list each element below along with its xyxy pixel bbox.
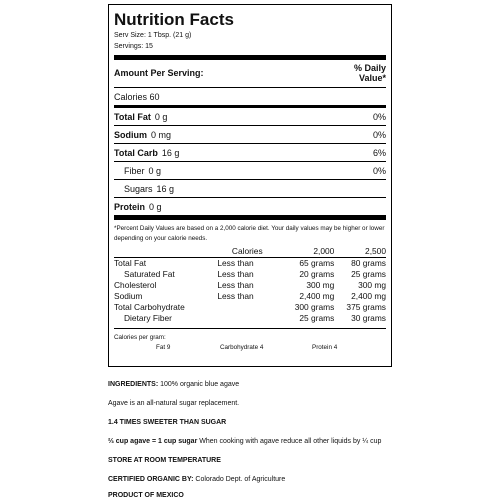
calories-per-gram: Calories per gram: bbox=[114, 334, 166, 341]
nutrient-row bbox=[114, 198, 386, 215]
nutrient-label bbox=[114, 112, 167, 122]
cpg-fat: Fat 9 bbox=[156, 344, 171, 351]
table-cell: Less than bbox=[217, 291, 254, 301]
natural-line: Agave is an all-natural sugar replacement. bbox=[108, 400, 240, 407]
ingredients-text: 100% organic blue agave bbox=[160, 381, 240, 388]
nutrient-amount: 16 g bbox=[161, 147, 180, 158]
nutrient-row bbox=[114, 126, 386, 144]
ingredients-label: INGREDIENTS: bbox=[108, 381, 159, 388]
nutrient-name: Total Fat bbox=[114, 111, 151, 122]
nutrient-label bbox=[114, 148, 179, 158]
storage-text: STORE AT ROOM TEMPERATURE bbox=[108, 457, 221, 464]
table-cell: 300 mg bbox=[358, 280, 386, 290]
table-cell: Less than bbox=[217, 280, 254, 290]
table-cell bbox=[114, 246, 217, 258]
table-cell: 2,500 bbox=[334, 246, 386, 258]
table-cell: Cholesterol bbox=[114, 280, 157, 290]
table-row bbox=[114, 269, 386, 280]
nutrient-label bbox=[114, 184, 174, 194]
conversion-text: When cooking with agave reduce all other liquids by ¼ cup bbox=[199, 438, 382, 445]
certified-label: CERTIFIED ORGANIC BY: bbox=[108, 476, 194, 483]
nutrient-name: Protein bbox=[114, 201, 146, 212]
nutrient-row bbox=[114, 180, 386, 198]
table-cell: 20 grams bbox=[299, 269, 335, 279]
table-cell bbox=[217, 302, 277, 313]
table-cell: Total Carbohydrate bbox=[114, 302, 185, 312]
daily-value-header bbox=[354, 63, 386, 87]
nutrient-row bbox=[114, 162, 386, 180]
nutrient-dv: 0% bbox=[372, 129, 386, 140]
sweeter-line bbox=[108, 418, 398, 428]
table-cell bbox=[217, 313, 277, 324]
label-title: Nutrition Facts bbox=[114, 10, 234, 29]
nutrient-row bbox=[114, 108, 386, 126]
table-cell: 25 grams bbox=[299, 313, 335, 323]
storage-line bbox=[108, 456, 398, 466]
calories-row bbox=[114, 88, 386, 105]
cpg-protein: Protein 4 bbox=[312, 344, 338, 351]
amount-per-serving: Amount Per Serving: bbox=[114, 68, 204, 78]
nutrient-amount: 16 g bbox=[156, 183, 175, 194]
nutrient-label bbox=[114, 130, 171, 140]
nutrient-row bbox=[114, 144, 386, 162]
table-cell: 65 grams bbox=[299, 258, 335, 268]
table-cell: 25 grams bbox=[351, 269, 386, 279]
nutrient-name: Sugars bbox=[124, 183, 153, 194]
nutrient-dv: 0% bbox=[372, 111, 386, 122]
calories-value: Calories 60 bbox=[114, 91, 160, 102]
conversion-bold: ⅔ cup agave = 1 cup sugar bbox=[108, 438, 198, 445]
daily-values-table bbox=[114, 246, 386, 324]
nutrient-amount: 0 g bbox=[148, 165, 162, 176]
cpg-carb: Carbohydrate 4 bbox=[220, 344, 264, 351]
certified-text: Colorado Dept. of Agriculture bbox=[195, 476, 286, 483]
servings: Servings: 15 bbox=[114, 43, 153, 50]
nutrient-dv: 0% bbox=[372, 165, 386, 176]
table-cell: 80 grams bbox=[351, 258, 386, 268]
nutrient-amount: 0 mg bbox=[151, 129, 172, 140]
table-cell: Saturated Fat bbox=[124, 269, 175, 279]
nutrient-amount: 0 g bbox=[154, 111, 168, 122]
table-header-row bbox=[114, 246, 386, 258]
serving-size: Serv Size: 1 Tbsp. (21 g) bbox=[114, 32, 192, 39]
table-cell: 2,400 mg bbox=[299, 291, 335, 301]
table-cell: 375 grams bbox=[346, 302, 386, 312]
table-row bbox=[114, 313, 386, 324]
table-cell: Less than bbox=[217, 258, 254, 268]
table-cell: Calories bbox=[217, 246, 277, 258]
table-cell: Total Fat bbox=[114, 258, 147, 268]
daily-value-line1: % Daily bbox=[353, 63, 386, 73]
table-cell: 2,000 bbox=[277, 246, 334, 258]
amount-per-serving-header bbox=[114, 60, 386, 88]
nutrient-amount: 0 g bbox=[149, 201, 162, 212]
nutrient-dv: 6% bbox=[372, 147, 386, 158]
table-cell: Sodium bbox=[114, 291, 143, 301]
table-cell: 2,400 mg bbox=[351, 291, 386, 301]
table-cell: 30 grams bbox=[351, 313, 386, 323]
daily-value-line2: Value* bbox=[358, 73, 386, 83]
origin-text: PRODUCT OF MEXICO bbox=[108, 492, 184, 499]
nutrition-facts-panel bbox=[108, 4, 392, 367]
sweeter-text: 1.4 TIMES SWEETER THAN SUGAR bbox=[108, 419, 227, 426]
table-cell: 300 grams bbox=[294, 302, 335, 312]
table-row bbox=[114, 258, 386, 270]
ingredients-line bbox=[108, 380, 398, 390]
nutrient-name: Sodium bbox=[114, 129, 147, 140]
certified-line bbox=[108, 475, 398, 485]
conversion-line bbox=[108, 437, 398, 447]
table-row bbox=[114, 291, 386, 302]
nutrient-name: Total Carb bbox=[114, 147, 158, 158]
nutrient-name: Fiber bbox=[124, 165, 145, 176]
nutrient-list bbox=[114, 108, 386, 215]
calories-per-gram-values bbox=[114, 343, 386, 353]
table-cell: Dietary Fiber bbox=[124, 313, 172, 323]
table-cell: 300 mg bbox=[306, 280, 335, 290]
nutrient-label bbox=[114, 166, 161, 176]
table-cell: Less than bbox=[217, 269, 254, 279]
nutrient-label bbox=[114, 202, 162, 212]
table-row bbox=[114, 280, 386, 291]
table-row bbox=[114, 302, 386, 313]
footnote: *Percent Daily Values are based on a 2,000 calorie diet. Your daily values may be higher or lower depending on your calorie needs. bbox=[114, 225, 385, 242]
